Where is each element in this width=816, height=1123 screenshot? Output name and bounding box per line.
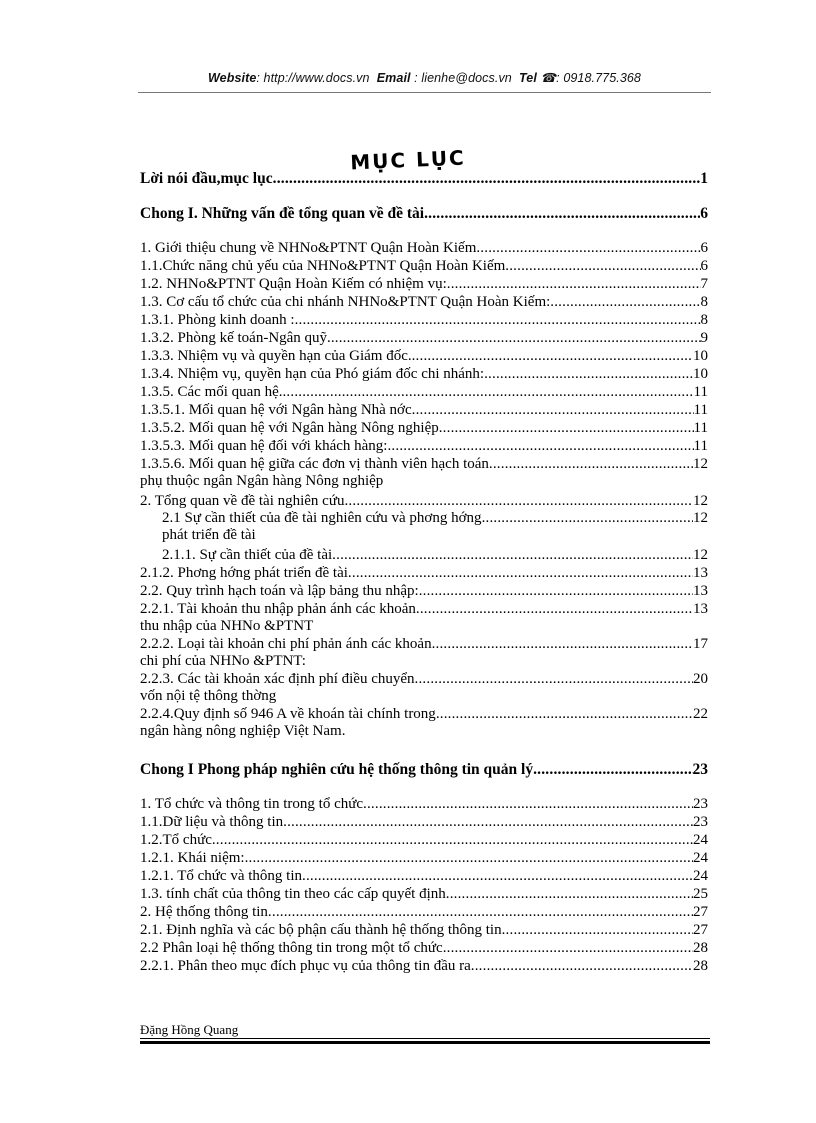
footer-divider [140,1038,710,1039]
toc-leader-dots [482,511,693,526]
toc-entry-title: 1.3. Cơ cấu tổ chức của chi nhánh NHNo&PTNT Quận Hoàn Kiếm: [140,294,551,310]
email-label: Email [376,71,411,85]
toc-entry-title: 2.2. Quy trình hạch toán và lập bảng thu nhập: [140,583,419,599]
toc-entry-title: 1.1.Dữ liệu và thông tin [140,814,284,830]
toc-leader-dots [268,905,693,920]
toc-entry-title: 1.3.3. Nhiệm vụ và quyền hạn của Giám đốc. [140,348,412,364]
toc-entry[interactable] [140,762,708,778]
toc-entry-title: 1. Giới thiệu chung về NHNo&PTNT Quận Hoàn Kiếm [140,240,477,256]
toc-row [140,584,708,599]
toc-entry[interactable] [140,923,708,938]
toc-entry-page: 25 [693,886,708,902]
toc-entry[interactable] [140,313,708,328]
toc-entry[interactable] [140,905,708,920]
toc-entry-page: 11 [693,420,708,436]
toc-entry-page: 6 [700,205,708,222]
toc-entry-page: 24 [693,832,708,848]
toc-entry[interactable] [140,637,708,669]
toc-entry-page: 20 [693,671,708,687]
toc-entry-title: 1.3.5. Các mối quan hệ. [140,384,283,400]
toc-entry-page: 23 [693,814,708,830]
toc-entry-title: 1. Tổ chức và thông tin trong tổ chức [140,796,364,812]
toc-leader-dots [415,672,693,687]
toc-entry-title: 1.2.Tổ chức [140,832,212,848]
toc-entry-title: 2.1 Sự cần thiết của đề tài nghiên cứu và phơng hớng [162,510,482,526]
toc-entry[interactable] [140,584,708,599]
toc-row [140,349,708,364]
toc-leader-dots [533,762,692,778]
toc-leader-dots [332,548,693,563]
toc-row [140,797,708,812]
toc-entry-title: 2.2.1. Phân theo mục đích phục vụ của thông tin đầu ra [140,958,471,974]
toc-entry-title: 2.2.3. Các tài khoản xác định phí điều chuyển [140,671,415,687]
toc-entry-title: 2.1. Định nghĩa và các bộ phận cấu thành hệ thống thông tin [140,922,502,938]
email-value: : lienhe@docs.vn [414,71,512,85]
toc-entry[interactable] [140,295,708,310]
website-label: Website [208,71,257,85]
toc-entry-title: 1.3.5.2. Mối quan hệ với Ngân hàng Nông nghiệp [140,420,439,436]
toc-entry[interactable] [140,672,708,704]
toc-entry-page: 27 [693,904,708,920]
toc-entry[interactable] [140,439,708,454]
toc-entry-page: 6 [700,240,708,256]
toc-leader-dots [412,349,693,364]
toc-entry-page: 8 [700,294,708,310]
toc-row [140,277,708,292]
toc-entry[interactable] [140,385,708,400]
toc-row [140,887,708,902]
toc-entry[interactable] [140,511,708,543]
toc-entry[interactable] [140,403,708,418]
toc-leader-dots [424,206,700,222]
toc-entry[interactable] [140,833,708,848]
toc-leader-dots [273,171,701,187]
toc-entry-title: 2. Tổng quan về đề tài nghiên cứu [140,493,345,509]
toc-entry[interactable] [140,241,708,256]
toc-entry[interactable] [140,457,708,489]
toc-entry[interactable] [140,941,708,956]
toc-entry-page: 17 [693,636,708,652]
toc-row [140,815,708,830]
toc-row [140,602,708,617]
toc-entry-title: 2.1.2. Phơng hớng phát triển đề tài [140,565,348,581]
toc-entry-page: 12 [693,510,708,526]
toc-entry[interactable] [140,367,708,382]
toc-entry[interactable] [140,548,708,563]
toc-row [140,566,708,581]
toc-leader-dots [502,923,693,938]
toc-entry[interactable] [140,851,708,866]
toc-entry-continuation: phát triển đề tài [162,527,256,543]
toc-entry-title: Chong I Phong pháp nghiên cứu hệ thống thông tin quản lý [140,761,534,778]
toc-entry[interactable] [140,602,708,634]
toc-leader-dots [432,637,693,652]
toc-entry-title: 1.3.2. Phòng kế toán-Ngân quỹ. [140,330,331,346]
toc-leader-dots [387,439,693,454]
tel-value: : 0918.775.368 [556,71,641,85]
toc-entry-title: 1.3. tính chất của thông tin theo các cấp quyết định [140,886,446,902]
tel-label: Tel [519,71,537,85]
toc-entry-page: 12 [693,547,708,563]
toc-entry[interactable] [140,206,708,222]
toc-leader-dots [419,584,693,599]
toc-row [140,833,708,848]
toc-leader-dots [416,602,693,617]
toc-leader-dots [331,331,701,346]
toc-entry-page: 13 [693,601,708,617]
footer-author: Đặng Hồng Quang [140,1022,239,1037]
toc-entry-title: 2. Hệ thống thông tin [140,904,268,920]
toc-row [140,295,708,310]
toc-row [140,869,708,884]
toc-entry-page: 6 [700,258,708,274]
toc-row [140,439,708,454]
toc-entry-page: 11 [693,402,708,418]
toc-leader-dots [489,457,693,472]
toc-row [140,494,708,509]
toc-entry[interactable] [140,331,708,346]
toc-leader-dots [344,494,693,509]
toc-entry-page: 10 [693,348,708,364]
toc-row [140,672,708,687]
toc-row [140,385,708,400]
toc-entry-page: 10 [693,366,708,382]
toc-row [140,637,708,652]
toc-entry-continuation: thu nhập của NHNo &PTNT [140,618,314,634]
toc-row [140,259,708,274]
toc-entry[interactable] [140,277,708,292]
toc-entry-title: 2.2.2. Loại tài khoản chi phí phản ánh các khoản [140,636,432,652]
footer-divider-thick [140,1041,710,1044]
toc-entry[interactable] [140,887,708,902]
toc-entry[interactable] [140,494,708,509]
toc-leader-dots [212,833,693,848]
toc-entry[interactable] [140,566,708,581]
toc-row [140,923,708,938]
toc-leader-dots [348,566,693,581]
toc-row [140,548,708,563]
toc-entry[interactable] [140,259,708,274]
toc-row [140,403,708,418]
toc-entry-page: 28 [693,958,708,974]
toc-entry-page: 13 [693,565,708,581]
toc-entry[interactable] [140,707,708,739]
toc-leader-dots [302,869,693,884]
toc-row [140,241,708,256]
toc-entry-page: 12 [693,493,708,509]
toc-entry-page: 1 [700,170,708,187]
toc-row [140,206,708,222]
toc-row [140,762,708,778]
toc-row [140,457,708,472]
toc-entry-page: 24 [693,850,708,866]
toc-entry-title: 1.3.1. Phòng kinh doanh : [140,312,295,328]
toc-entry-title: 1.3.5.1. Mối quan hệ với Ngân hàng Nhà nớc [140,402,412,418]
toc-entry[interactable] [140,421,708,436]
toc-entry[interactable] [140,815,708,830]
toc-leader-dots [295,313,701,328]
toc-row [140,313,708,328]
toc-entry-title: 1.3.5.6. Mối quan hệ giữa các đơn vị thành viên hạch toán [140,456,489,472]
toc-leader-dots [363,797,693,812]
toc-entry-title: 2.2.1. Tài khoản thu nhập phản ánh các khoản [140,601,416,617]
toc-row [140,959,708,974]
toc-leader-dots [439,421,694,436]
toc-entry-title: 1.2.1. Khái niệm: [140,850,245,866]
toc-entry[interactable] [140,959,708,974]
toc-entry-page: 24 [693,868,708,884]
toc-row [140,511,708,526]
toc-entry[interactable] [140,171,708,187]
toc-row [140,367,708,382]
toc-leader-dots [436,707,693,722]
toc-entry-title: 1.3.5.3. Mối quan hệ đối với khách hàng: [140,438,388,454]
toc-row [140,331,708,346]
toc-row [140,905,708,920]
toc-entry-title: Lời nói đầu,mục lục [140,170,273,187]
toc-leader-dots [443,941,693,956]
toc-leader-dots [550,295,700,310]
toc-entry-continuation: chi phí của NHNo &PTNT: [140,653,306,669]
toc-leader-dots [412,403,694,418]
toc-entry-page: 22 [693,706,708,722]
toc-entry-page: 9 [700,330,708,346]
toc-leader-dots [282,385,693,400]
toc-entry-page: 11 [693,438,708,454]
toc-leader-dots [447,277,701,292]
phone-icon: ☎ [540,71,557,85]
toc-entry-title: Chong I. Những vấn đề tổng quan về đề tài [140,205,425,222]
toc-entry-continuation: ngân hàng nông nghiệp Việt Nam. [140,723,346,739]
toc-leader-dots [476,241,700,256]
toc-entry[interactable] [140,797,708,812]
toc-leader-dots [471,959,693,974]
toc-entry-page: 27 [693,922,708,938]
toc-leader-dots [245,851,693,866]
toc-leader-dots [283,815,693,830]
header-divider [138,92,711,93]
toc-leader-dots [505,259,700,274]
toc-entry-page: 11 [693,384,708,400]
toc-row [140,851,708,866]
toc-row [140,941,708,956]
toc-row [140,171,708,187]
toc-entry-page: 12 [693,456,708,472]
toc-entry-page: 23 [693,796,708,812]
toc-entry-title: 2.2 Phân loại hệ thống thông tin trong một tổ chức [140,940,443,956]
toc-entry-title: 1.3.4. Nhiệm vụ, quyền hạn của Phó giám đốc chi nhánh: [140,366,485,382]
toc-entry-page: 7 [700,276,708,292]
page-header [138,70,711,85]
toc-leader-dots [446,887,693,902]
toc-entry[interactable] [140,349,708,364]
toc-entry-continuation: phụ thuộc ngân Ngân hàng Nông nghiệp [140,473,384,489]
toc-entry-page: 28 [693,940,708,956]
toc-row [140,421,708,436]
toc-entry-page: 8 [700,312,708,328]
toc-entry-page: 13 [693,583,708,599]
toc-row [140,707,708,722]
toc-entry-title: 2.1.1. Sự cần thiết của đề tài [162,547,333,563]
toc-entry-title: 1.2.1. Tổ chức và thông tin [140,868,302,884]
toc-entry-title: 1.1.Chức năng chủ yếu của NHNo&PTNT Quận Hoàn Kiếm [140,258,506,274]
toc-entry[interactable] [140,869,708,884]
toc-entry-title: 2.2.4.Quy định số 946 A về khoán tài chính trong [140,706,436,722]
toc-entry-title: 1.2. NHNo&PTNT Quận Hoàn Kiếm có nhiệm vụ: [140,276,447,292]
toc-entry-page: 23 [692,761,708,778]
toc-entry-continuation: vốn nội tệ thông thờng [140,688,277,704]
toc-leader-dots [484,367,693,382]
website-value: : http://www.docs.vn [256,71,370,85]
page-title: MỤC LỤC [349,145,467,175]
